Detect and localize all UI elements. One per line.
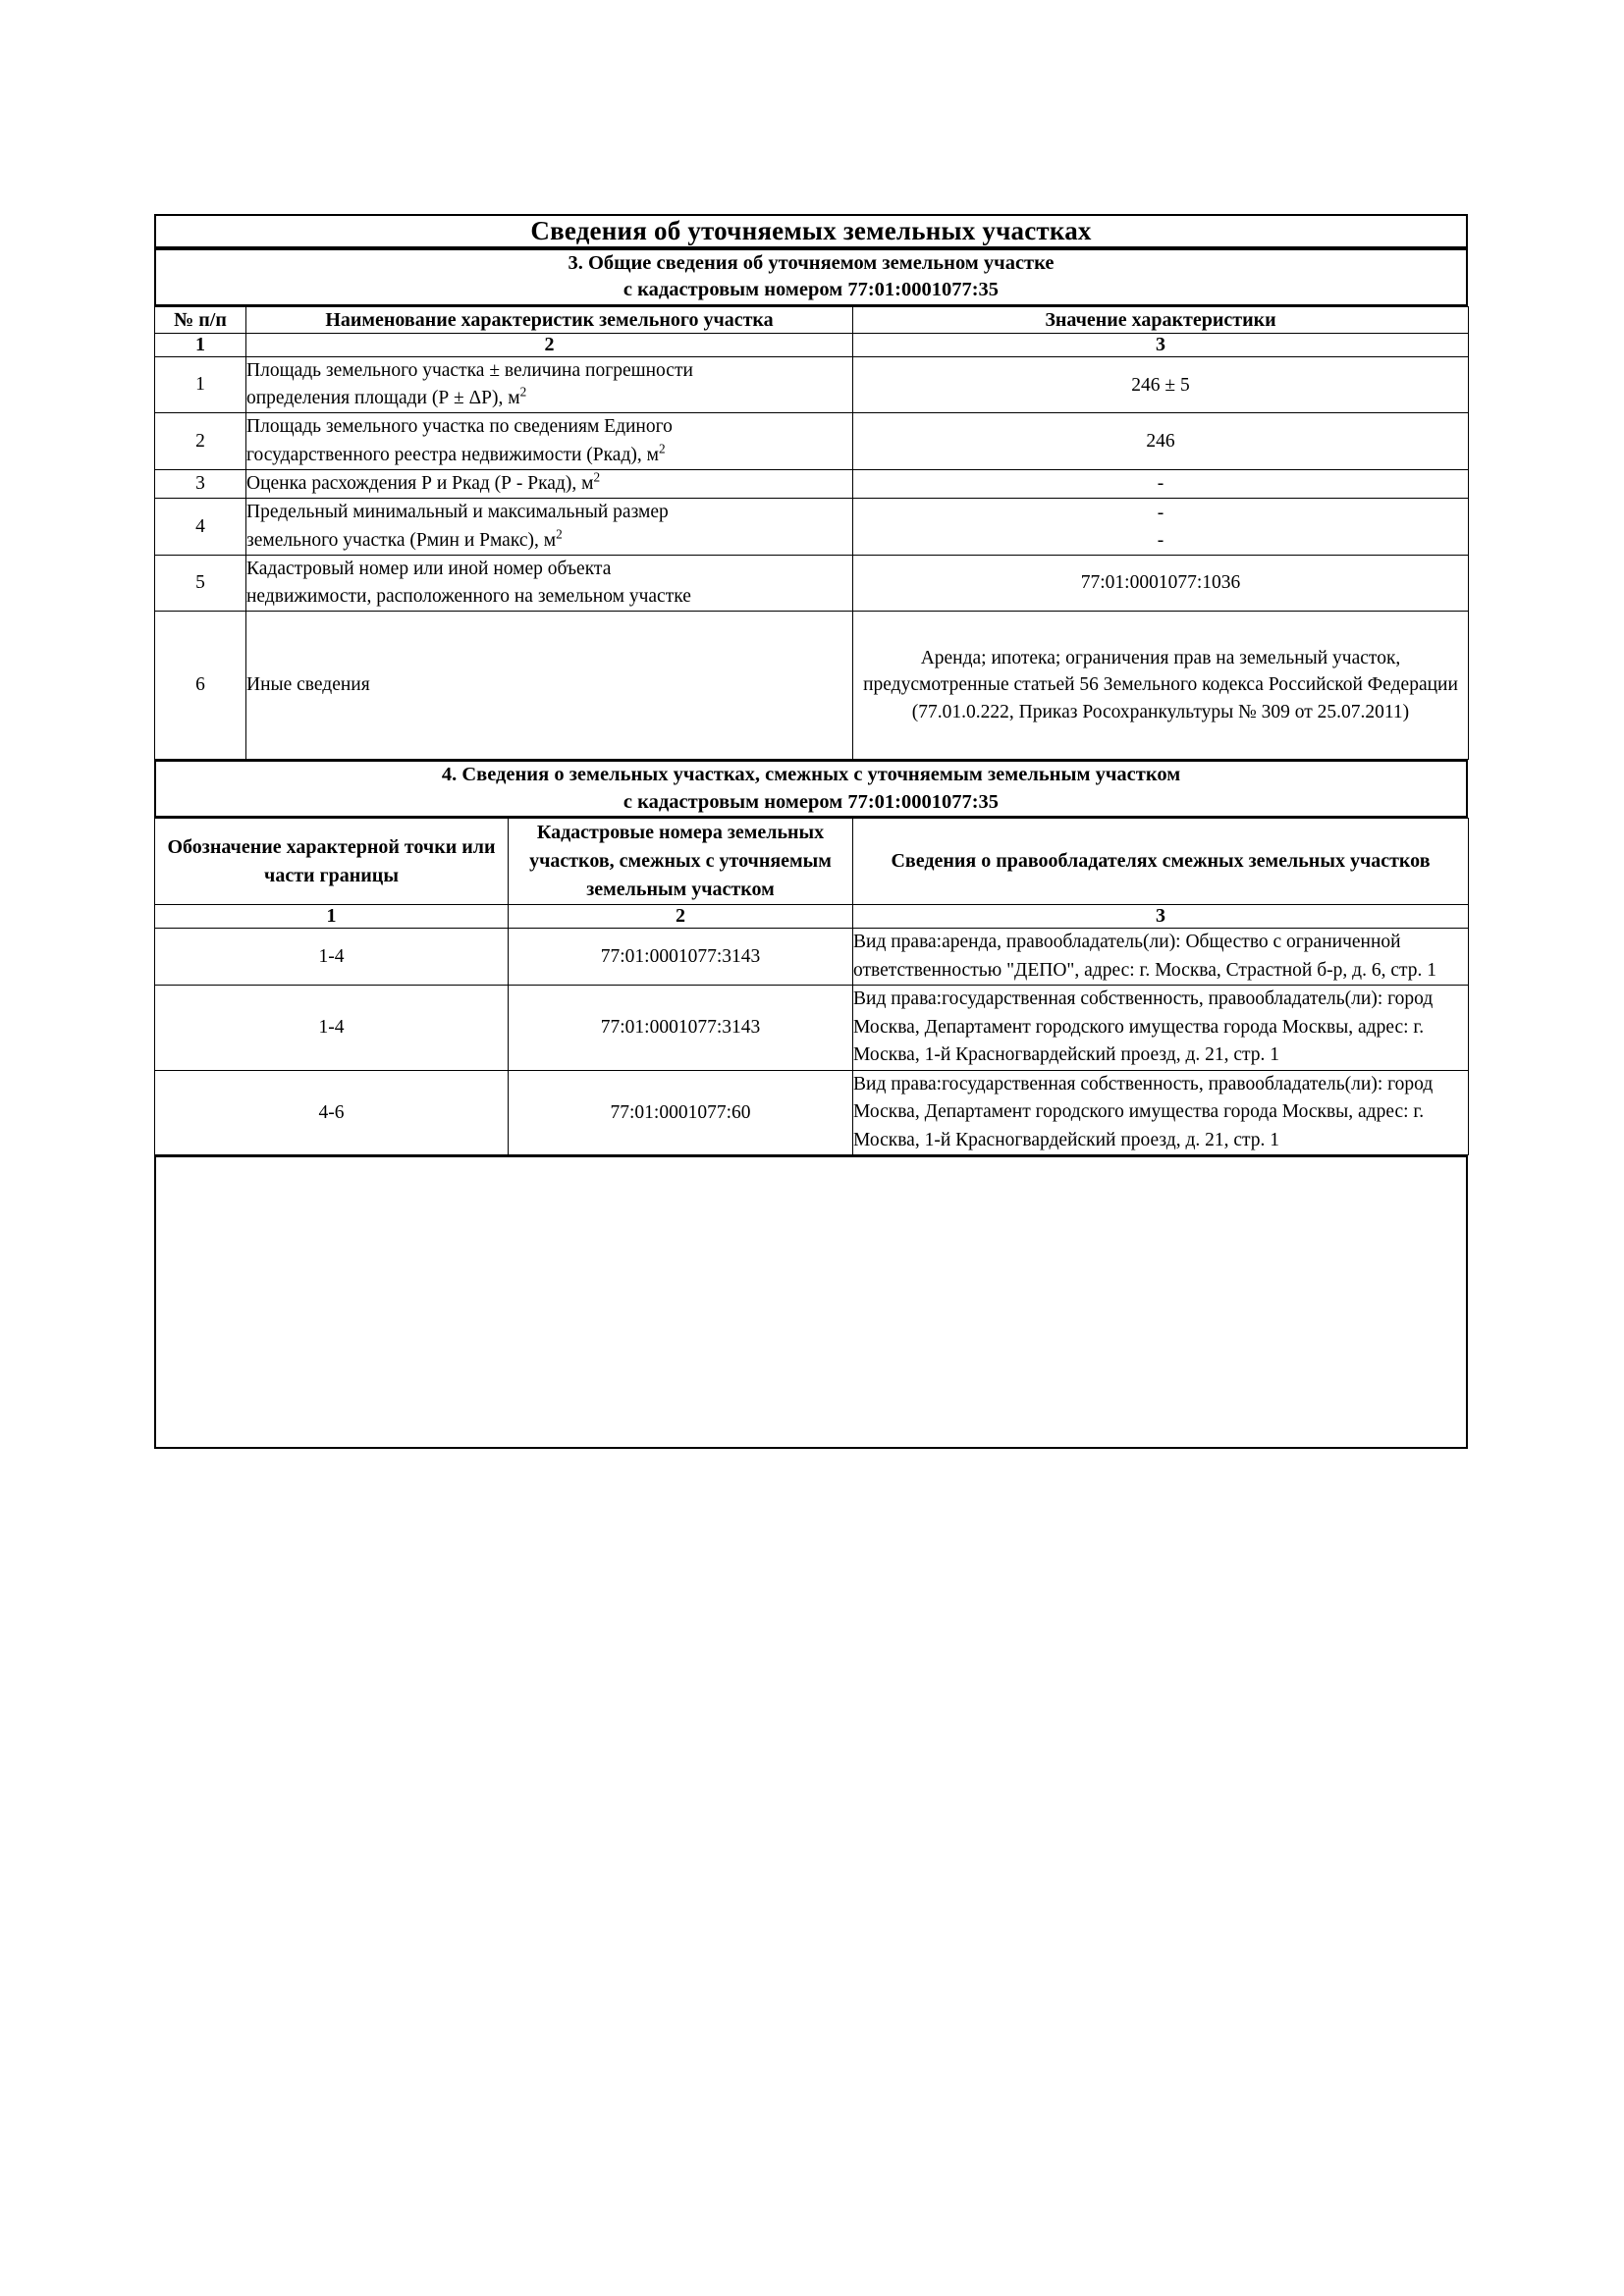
section3-row2-index: 3: [155, 470, 246, 499]
section3-row1-name-line2: государственного реестра недвижимости (Ркад), м: [246, 444, 659, 465]
document-frame: [154, 214, 1468, 1449]
section3-row3-name-sup: 2: [556, 526, 563, 542]
section3-col-number-0: 1: [155, 333, 246, 356]
section3-col-header-1: Наименование характеристик земельного участка: [246, 306, 853, 333]
section4-col-header-0: Обозначение характерной точки или части границы: [155, 819, 509, 905]
section4-row1-holder: Вид права:государственная собственность, правообладатель(ли): город Москва, Департамент городского имущества города Москвы, адрес: г. Москва, 1-й Красногвардейский проезд, д. 21, стр. 1: [853, 986, 1469, 1070]
table-row: [155, 555, 1469, 612]
section3-row2-name-sup: 2: [593, 469, 601, 485]
footer-empty-block-row: [155, 1156, 1467, 1448]
table-row: [155, 986, 1469, 1070]
section3-column-header-row: [155, 306, 1469, 333]
section3-row3-value-line1: -: [1157, 503, 1164, 524]
section3-row5-value: Аренда; ипотека; ограничения прав на земельный участок, предусмотренные статьей 56 Земельного кодекса Российской Федерации (77.01.0.222, Приказ Росохранкультуры № 309 от 25.07.2011): [853, 612, 1469, 760]
section3-row3-value-line2: -: [1157, 529, 1164, 551]
section3-row4-name-line2: недвижимости, расположенного на земельном участке: [246, 586, 691, 608]
section4-col-header-1: Кадастровые номера земельных участков, смежных с уточняемым земельным участком: [509, 819, 853, 905]
section4-row2-cadastral-number: 77:01:0001077:60: [509, 1070, 853, 1154]
section3-heading-row: [155, 249, 1467, 305]
section3-row5-name: Иные сведения: [246, 612, 853, 760]
section3-table: [154, 306, 1469, 760]
section3-row4-name-line1: Кадастровый номер или иной номер объекта: [246, 558, 612, 579]
section3-row1-index: 2: [155, 413, 246, 470]
table-row: [155, 356, 1469, 413]
footer-empty-block: [155, 1156, 1467, 1448]
section3-row1-name-sup: 2: [658, 441, 666, 456]
page-title: Сведения об уточняемых земельных участках: [155, 215, 1467, 247]
section3-row1-name-line1: Площадь земельного участка по сведениям Единого: [246, 416, 673, 438]
section3-row2-name: [246, 470, 853, 499]
section4-row1-point: 1-4: [155, 986, 509, 1070]
section3-row2-value: -: [853, 470, 1469, 499]
section3-heading-line2: с кадастровым номером 77:01:0001077:35: [623, 279, 1000, 301]
section3-row3-name-line1: Предельный минимальный и максимальный размер: [246, 502, 669, 523]
section3-col-header-0: № п/п: [155, 306, 246, 333]
section3-row0-index: 1: [155, 356, 246, 413]
section3-col-header-2: Значение характеристики: [853, 306, 1469, 333]
title-table: [154, 214, 1468, 248]
section4-col-header-2: Сведения о правообладателях смежных земельных участков: [853, 819, 1469, 905]
section4-column-header-row: [155, 819, 1469, 905]
section3-row4-value: 77:01:0001077:1036: [853, 555, 1469, 612]
section3-row3-name-line2-wrap: [246, 527, 852, 555]
section3-row0-value: 246 ± 5: [853, 356, 1469, 413]
section3-col-number-1: 2: [246, 333, 853, 356]
section3-row1-name: [246, 413, 853, 470]
section4-col-number-1: 2: [509, 905, 853, 929]
section4-column-number-row: [155, 905, 1469, 929]
table-row: [155, 470, 1469, 499]
section4-row1-cadastral-number: 77:01:0001077:3143: [509, 986, 853, 1070]
table-row: [155, 413, 1469, 470]
section3-row5-index: 6: [155, 612, 246, 760]
section4-row2-point: 4-6: [155, 1070, 509, 1154]
section3-row2-name-line1: Оценка расхождения Р и Ркад (Р - Ркад), м: [246, 473, 594, 494]
table-row: [155, 929, 1469, 986]
section3-row1-name-line2-wrap: [246, 442, 852, 469]
section4-row0-holder: Вид права:аренда, правообладатель(ли): Общество с ограниченной ответственностью "ДЕПО", адрес: г. Москва, Страстной б-р, д. 6, стр. 1: [853, 929, 1469, 986]
section4-row0-cadastral-number: 77:01:0001077:3143: [509, 929, 853, 986]
footer-empty-block-table: [154, 1155, 1468, 1449]
table-row: [155, 612, 1469, 760]
section3-row3-index: 4: [155, 499, 246, 556]
table-row: [155, 499, 1469, 556]
section4-heading-line2: с кадастровым номером 77:01:0001077:35: [623, 790, 1000, 813]
section3-row4-index: 5: [155, 555, 246, 612]
section3-row0-name-line1: Площадь земельного участка ± величина погрешности: [246, 359, 693, 381]
section4-col-number-0: 1: [155, 905, 509, 929]
section4-heading-row: [155, 761, 1467, 817]
section3-row3-value: [853, 499, 1469, 556]
section3-row3-name-line2: земельного участка (Рмин и Рмакс), м: [246, 529, 557, 551]
section4-heading: [155, 761, 1467, 817]
section3-row0-name-sup: 2: [519, 384, 527, 400]
section3-row0-name-line2-wrap: [246, 385, 852, 412]
section3-row3-name: [246, 499, 853, 556]
table-row: [155, 1070, 1469, 1154]
section4-heading-table: [154, 760, 1468, 818]
section3-col-number-2: 3: [853, 333, 1469, 356]
section4-row2-holder: Вид права:государственная собственность, правообладатель(ли): город Москва, Департамент городского имущества города Москвы, адрес: г. Москва, 1-й Красногвардейский проезд, д. 21, стр. 1: [853, 1070, 1469, 1154]
section4-col-number-2: 3: [853, 905, 1469, 929]
section4-heading-line1: 4. Сведения о земельных участках, смежных с уточняемым земельным участком: [441, 764, 1181, 786]
section3-row0-name: [246, 356, 853, 413]
section3-heading-line1: 3. Общие сведения об уточняемом земельном участке: [568, 252, 1055, 274]
section4-row0-point: 1-4: [155, 929, 509, 986]
section3-row4-name: [246, 555, 853, 612]
section3-heading: [155, 249, 1467, 305]
section3-column-number-row: [155, 333, 1469, 356]
section3-row1-value: 246: [853, 413, 1469, 470]
section3-heading-table: [154, 248, 1468, 306]
section4-table: [154, 818, 1469, 1155]
title-row: [155, 215, 1467, 247]
section3-row0-name-line2: определения площади (Р ± ΔР), м: [246, 388, 520, 409]
